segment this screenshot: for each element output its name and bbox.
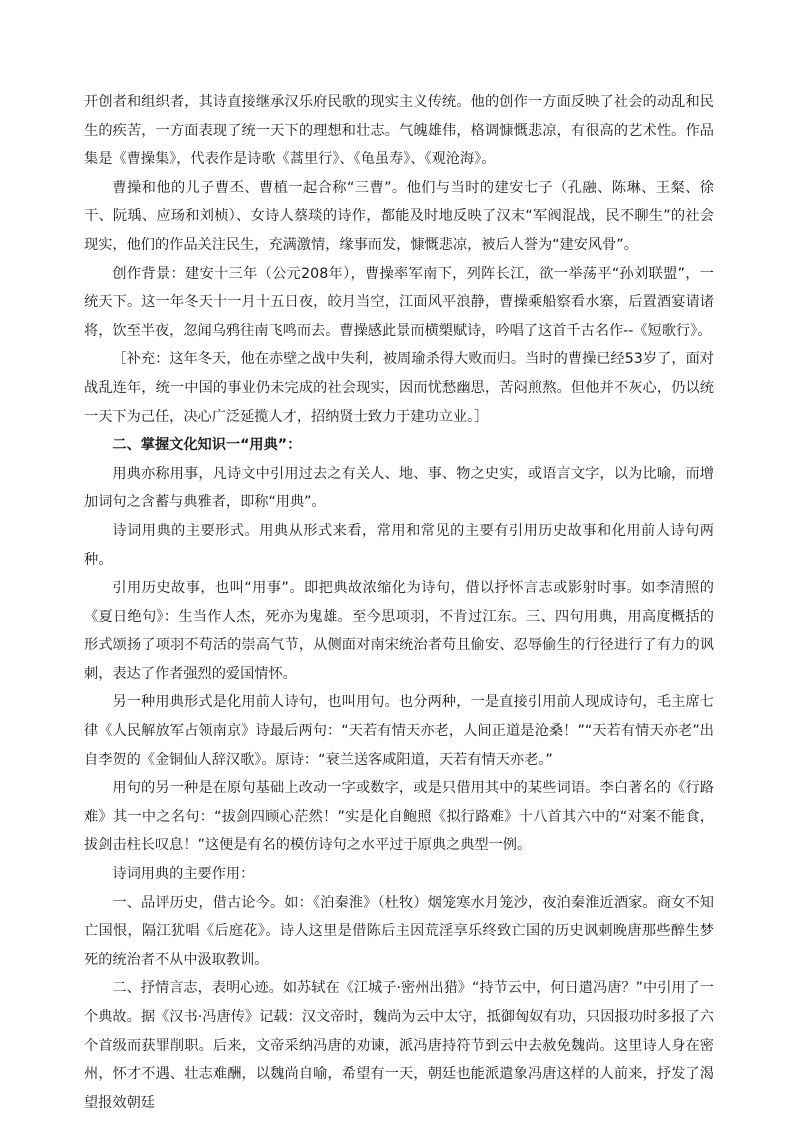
paragraph-allusion-definition: 用典亦称用事，凡诗文中引用过去之有关人、地、事、物之史实，或语言文字，以为比喻，而增加词句之含蓄与典雅者，即称“用典”。 — [84, 465, 714, 511]
paragraph-borrowed-lines: 另一种用典形式是化用前人诗句，也叫用句。也分两种，一是直接引用前人现成诗句，毛主席七律《人民解放军占领南京》诗最后两句：“天若有情天亦老，人间正道是沧桑！”“天若有情天亦老”出自李贺的《金铜仙人辞汉歌》。原诗：“衰兰送客咸阳道，天若有情天亦老。” — [84, 694, 714, 768]
section-heading-allusion: 二、掌握文化知识一“用典”： — [112, 437, 302, 454]
document-page — [84, 88, 714, 1117]
paragraph-function-emotion: 二、抒情言志，表明心迹。如苏轼在《江城子·密州出猎》“持节云中，何日遣冯唐？”中引用了一个典故。据《汉书·冯唐传》记载：汉文帝时，魏尚为云中太守，抵御匈奴有功，只因报功时多报了六个首级而获罪削职。后来，文帝采纳冯唐的劝谏，派冯唐持符节到云中去赦免魏尚。这里诗人身在密州，怀才不遇、壮志难酬，以魏尚自喻，希望有一天，朝廷也能派遣象冯唐这样的人前来，抒发了渴望报效朝廷 — [84, 980, 714, 1111]
paragraph-allusion-forms: 诗词用典的主要形式。用典从形式来看，常用和常见的主要有引用历史故事和化用前人诗句两种。 — [84, 522, 714, 568]
paragraph-function-history: 一、品评历史，借古论今。如：《泊秦淮》（杜牧）烟笼寒水月笼沙，夜泊秦淮近酒家。商女不知亡国恨，隔江犹唱《后庭花》。诗人这里是借陈后主因荒淫享乐终致亡国的历史讽刺晚唐那些醉生梦死的统治者不从中汲取教训。 — [84, 894, 714, 968]
paragraph-modified-lines: 用句的另一种是在原句基础上改动一字或数字，或是只借用其中的某些词语。李白著名的《行路难》其一中之名句：“拔剑四顾心茫然！”实是化自鲍照《拟行路难》十八首其六中的“对案不能食，拔剑击柱长叹息！”这便是有名的模仿诗句之水平过于原典之典型一例。 — [84, 780, 714, 854]
paragraph-supplement: ［补充：这年冬天，他在赤壁之战中失利，被周瑜杀得大败而归。当时的曹操已经53岁了，面对战乱连年，统一中国的事业仍未完成的社会现实，因而忧愁幽思，苦闷煎熬。但他并不灰心，仍以统一天下为己任，决心广泛延揽人才，招纳贤士致力于建功立业。］ — [84, 351, 714, 425]
paragraph-historical-story: 引用历史故事，也叫“用事”。即把典故浓缩化为诗句，借以抒怀言志或影射时事。如李清照的《夏日绝句》：生当作人杰，死亦为鬼雄。至今思项羽，不肯过江东。三、四句用典，用高度概括的形式颂扬了项羽不苟活的崇高气节，从侧面对南宋统治者苟且偷安、忍辱偷生的行径进行了有力的讽刺，表达了作者强烈的爱国情怀。 — [84, 580, 714, 682]
paragraph-functions-title: 诗词用典的主要作用： — [112, 866, 255, 883]
paragraph-background: 创作背景：建安十三年（公元208年），曹操率军南下，列阵长江，欲一举荡平“孙刘联盟”，一统天下。这一年冬天十一月十五日夜，皎月当空，江面风平浪静，曹操乘船察看水寨，后置酒宴请诸将，饮至半夜，忽闻乌鸦往南飞鸣而去。曹操感此景而横槊赋诗，吟唱了这首千古名作--《短歌行》。 — [84, 265, 714, 339]
paragraph-san-cao: 曹操和他的儿子曹丕、曹植一起合称“三曹”。他们与当时的建安七子（孔融、陈琳、王粲、徐干、阮瑀、应玚和刘桢）、女诗人蔡琰的诗作，都能及时地反映了汉末“军阀混战，民不聊生”的社会现实，他们的作品关注民生，充满激情，缘事而发，慷慨悲凉，被后人誉为“建安风骨”。 — [84, 179, 714, 253]
paragraph-cao-cao-intro: 开创者和组织者，其诗直接继承汉乐府民歌的现实主义传统。他的创作一方面反映了社会的动乱和民生的疾苦，一方面表现了统一天下的理想和壮志。气魄雄伟，格调慷慨悲凉，有很高的艺术性。作品集是《曹操集》，代表作是诗歌《蒿里行》、《龟虽寿》、《观沧海》。 — [84, 94, 714, 168]
